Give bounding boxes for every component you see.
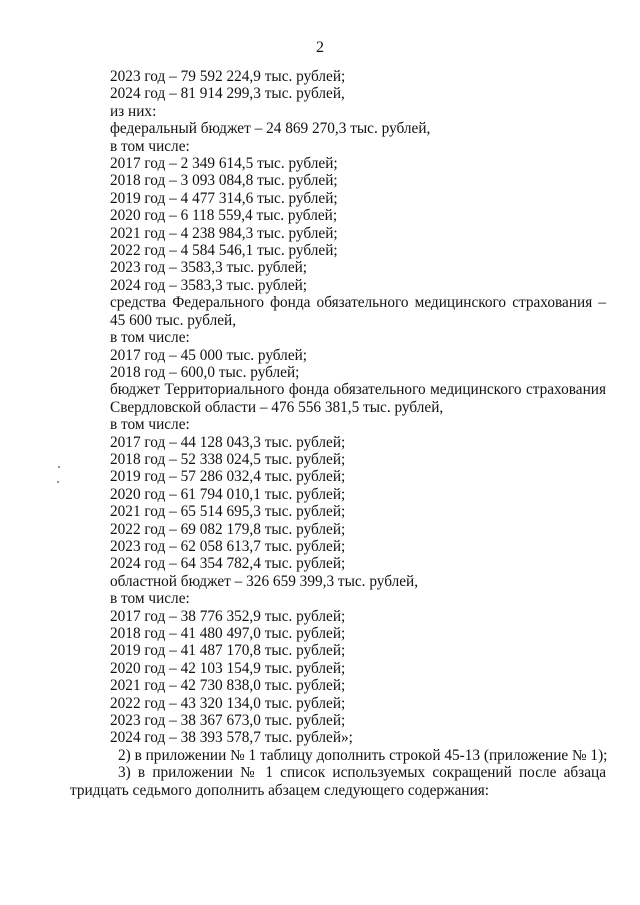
text-line: 2018 год – 3 093 084,8 тыс. рублей; (110, 172, 338, 190)
tfoms-line-2: Свердловской области – 476 556 381,5 тыс. рублей, (110, 398, 444, 416)
scan-speck (58, 466, 60, 468)
text-line: 2024 год – 81 914 299,3 тыс. рублей, (110, 85, 345, 103)
text-line: 2021 год – 4 238 984,3 тыс. рублей; (110, 224, 338, 242)
text-line: 2021 год – 65 514 695,3 тыс. рублей; (110, 503, 346, 521)
text-line: 2024 год – 3583,3 тыс. рублей; (110, 276, 308, 294)
text-line: 2019 год – 4 477 314,6 тыс. рублей; (110, 189, 338, 207)
text-line: в том числе: (110, 590, 190, 608)
text-line: 2017 год – 38 776 352,9 тыс. рублей; (110, 607, 346, 625)
page-number: 2 (316, 39, 324, 56)
text-line: федеральный бюджет – 24 869 270,3 тыс. рублей, (110, 120, 431, 138)
tfoms-line-1: бюджет Территориального фонда обязательного медицинского страхования (110, 381, 606, 399)
item-3-line-1: 3) в приложении № 1 список используемых сокращений после абзаца (118, 764, 606, 782)
text-line: 2020 год – 42 103 154,9 тыс. рублей; (110, 659, 346, 677)
text-line: 2023 год – 38 367 673,0 тыс. рублей; (110, 712, 346, 730)
text-line: 2022 год – 69 082 179,8 тыс. рублей; (110, 520, 346, 538)
text-line: областной бюджет – 326 659 399,3 тыс. рублей, (110, 572, 419, 590)
text-line: 2019 год – 57 286 032,4 тыс. рублей; (110, 468, 346, 486)
text-line: 2023 год – 62 058 613,7 тыс. рублей; (110, 537, 346, 555)
ffoms-paragraph (0, 294, 640, 311)
text-line: в том числе: (110, 329, 190, 347)
text-line: 2018 год – 600,0 тыс. рублей; (110, 363, 300, 381)
text-line: из них: (110, 102, 157, 120)
text-line: 2023 год – 3583,3 тыс. рублей; (110, 259, 308, 277)
text-line: 2020 год – 61 794 010,1 тыс. рублей; (110, 485, 346, 503)
text-line: 2018 год – 52 338 024,5 тыс. рублей; (110, 450, 346, 468)
document-body (0, 68, 640, 799)
text-line: 2021 год – 42 730 838,0 тыс. рублей; (110, 677, 346, 695)
tfoms-paragraph (0, 381, 640, 398)
item-2-paragraph: 2) в приложении № 1 таблицу дополнить строкой 45-13 (приложение № 1); (118, 746, 608, 764)
text-line: 2022 год – 43 320 134,0 тыс. рублей; (110, 694, 346, 712)
text-line: 2023 год – 79 592 224,9 тыс. рублей; (110, 68, 346, 85)
ffoms-line-2: 45 600 тыс. рублей, (110, 311, 237, 329)
text-line: 2022 год – 4 584 546,1 тыс. рублей; (110, 242, 338, 260)
text-line: 2024 год – 64 354 782,4 тыс. рублей; (110, 555, 346, 573)
text-line: в том числе: (110, 416, 190, 434)
text-line: в том числе: (110, 137, 190, 155)
item-3-paragraph (0, 764, 640, 799)
ffoms-line-1: средства Федерального фонда обязательного медицинского страхования – (110, 294, 606, 312)
text-line: 2017 год – 44 128 043,3 тыс. рублей; (110, 433, 346, 451)
text-line: 2024 год – 38 393 578,7 тыс. рублей»; (110, 729, 353, 747)
text-line: 2019 год – 41 487 170,8 тыс. рублей; (110, 642, 346, 660)
text-line: 2017 год – 45 000 тыс. рублей; (110, 346, 308, 364)
item-3-line-2: тридцать седьмого дополнить абзацем следующего содержания: (70, 781, 490, 799)
text-line: 2020 год – 6 118 559,4 тыс. рублей; (110, 207, 338, 225)
scan-speck (57, 481, 59, 483)
text-line: 2018 год – 41 480 497,0 тыс. рублей; (110, 625, 346, 642)
text-line: 2017 год – 2 349 614,5 тыс. рублей; (110, 155, 338, 173)
